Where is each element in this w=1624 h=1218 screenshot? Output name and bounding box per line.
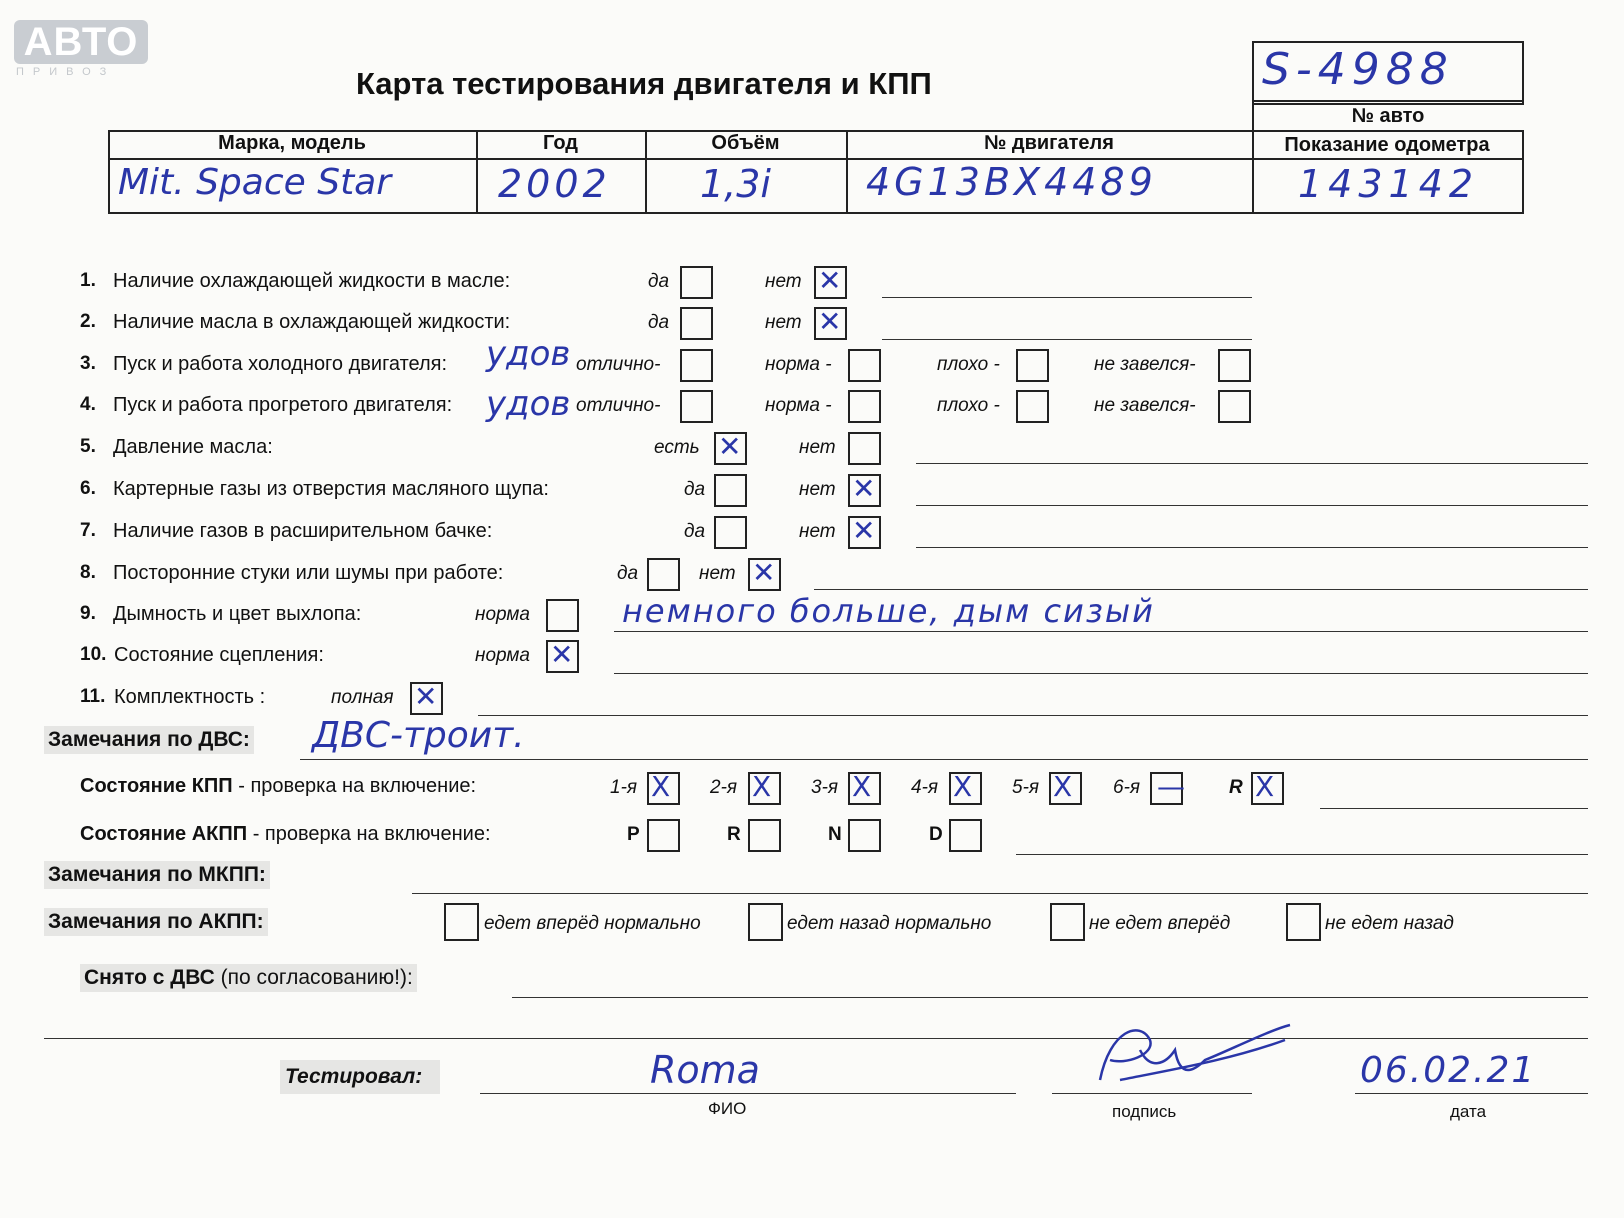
logo-subtitle: ПРИВОЗ xyxy=(16,66,116,78)
kpp-gear-6-checkbox[interactable] xyxy=(1150,772,1183,805)
akpp-note-line xyxy=(1016,854,1588,855)
kpp-gear-2-checkbox[interactable] xyxy=(748,772,781,805)
q7-no-checkbox[interactable] xyxy=(848,516,881,549)
q7-opt-yes: да xyxy=(684,521,706,542)
col-header-engine: № двигателя xyxy=(984,132,1114,154)
akpp-mode-r-checkbox[interactable] xyxy=(748,819,781,852)
q9-note-line xyxy=(614,631,1588,632)
akpp-mode-p-checkbox[interactable] xyxy=(647,819,680,852)
q1-yes-checkbox[interactable] xyxy=(680,266,713,299)
q2-no-checkbox[interactable] xyxy=(814,307,847,340)
kpp-gear-1-checkbox[interactable] xyxy=(647,772,680,805)
col-header-volume: Объём xyxy=(711,132,780,154)
q5-no-checkbox[interactable] xyxy=(848,432,881,465)
dvs-remarks-line xyxy=(300,759,1588,760)
q10-note-line xyxy=(614,673,1588,674)
q3-nostart-checkbox[interactable] xyxy=(1218,349,1251,382)
akpp-no-forward-checkbox[interactable] xyxy=(1050,903,1085,941)
q9-opt-normal: норма xyxy=(475,604,530,625)
dash-mark-icon: — xyxy=(1157,770,1185,803)
q6-note-line xyxy=(916,505,1588,506)
q11-full-checkbox[interactable] xyxy=(410,682,443,715)
q5-note-line xyxy=(916,463,1588,464)
q9-handwritten-note: немного больше, дым сизый xyxy=(622,592,1155,630)
q7-note-line xyxy=(916,547,1588,548)
q8-yes-checkbox[interactable] xyxy=(647,558,680,591)
q5-opt-no: нет xyxy=(799,437,836,458)
q7-yes-checkbox[interactable] xyxy=(714,516,747,549)
q11-note-line xyxy=(478,715,1588,716)
q8-number: 8. xyxy=(80,562,96,583)
akpp-reverse-ok-checkbox[interactable] xyxy=(748,903,783,941)
name-caption: ФИО xyxy=(708,1099,747,1118)
kpp-gear-4-checkbox[interactable] xyxy=(949,772,982,805)
avtoprivoz-logo: АВТО xyxy=(14,20,148,64)
q8-text: Посторонние стуки или шумы при работе: xyxy=(113,562,504,584)
q7-text: Наличие газов в расширительном бачке: xyxy=(113,520,493,542)
q4-normal-checkbox[interactable] xyxy=(848,390,881,423)
q4-handwritten-note: удов xyxy=(486,384,571,424)
akpp-mode-r-label: R xyxy=(727,824,741,845)
akpp-reverse-ok-label: едет назад нормально xyxy=(787,913,992,934)
header-divider xyxy=(108,158,1522,160)
q10-text: Состояние сцепления: xyxy=(114,644,324,666)
q1-number: 1. xyxy=(80,270,96,291)
kpp-gear-3-checkbox[interactable] xyxy=(848,772,881,805)
akpp-mode-d-label: D xyxy=(929,824,943,845)
q6-opt-no: нет xyxy=(799,479,836,500)
akpp-mode-d-checkbox[interactable] xyxy=(949,819,982,852)
q11-opt-full: полная xyxy=(331,687,394,708)
q7-number: 7. xyxy=(80,520,96,541)
kpp-label-rest: - проверка на включение: xyxy=(232,775,477,797)
kpp-gear-r-label: R xyxy=(1229,777,1243,798)
akpp-mode-n-label: N xyxy=(828,824,842,845)
q4-number: 4. xyxy=(80,394,96,415)
kpp-label-bold: Состояние КПП xyxy=(80,775,233,797)
q6-yes-checkbox[interactable] xyxy=(714,474,747,507)
kpp-gear-r-checkbox[interactable] xyxy=(1251,772,1284,805)
kpp-gear-3-label: 3-я xyxy=(811,777,839,798)
check-mark-icon: ✕ xyxy=(852,514,876,547)
col-header-model: Марка, модель xyxy=(218,132,366,154)
check-mark-icon: X xyxy=(1053,770,1073,803)
check-mark-icon: ✕ xyxy=(818,305,842,338)
akpp-forward-ok-checkbox[interactable] xyxy=(444,903,479,941)
check-mark-icon: ✕ xyxy=(752,556,776,589)
check-mark-icon: ✕ xyxy=(818,264,842,297)
q3-text: Пуск и работа холодного двигателя: xyxy=(113,353,448,375)
akpp-forward-ok-label: едет вперёд нормально xyxy=(484,913,701,934)
q4-excellent-checkbox[interactable] xyxy=(680,390,713,423)
q4-opt-bad: плохо - xyxy=(937,395,1000,416)
kpp-gear-5-label: 5-я xyxy=(1012,777,1040,798)
q9-text: Дымность и цвет выхлопа: xyxy=(113,603,362,625)
check-mark-icon: X xyxy=(852,770,872,803)
q3-opt-nostart: не завелся- xyxy=(1094,354,1196,375)
q7-opt-no: нет xyxy=(799,521,836,542)
q5-number: 5. xyxy=(80,436,96,457)
q3-opt-normal: норма - xyxy=(765,354,832,375)
name-line xyxy=(480,1093,1016,1094)
q5-yes-checkbox[interactable] xyxy=(714,432,747,465)
col-header-year: Год xyxy=(543,132,578,154)
q3-normal-checkbox[interactable] xyxy=(848,349,881,382)
value-engine-number: 4G13BX4489 xyxy=(866,160,1157,204)
removed-label-bold: Снято с ДВС xyxy=(84,966,221,989)
q2-yes-checkbox[interactable] xyxy=(680,307,713,340)
test-date: 06.02.21 xyxy=(1360,1050,1537,1091)
tested-label: Тестировал: xyxy=(285,1065,423,1088)
kpp-gear-2-label: 2-я xyxy=(710,777,738,798)
q2-opt-yes: да xyxy=(648,312,670,333)
kpp-gear-5-checkbox[interactable] xyxy=(1049,772,1082,805)
q10-opt-normal: норма xyxy=(475,645,530,666)
akpp-no-reverse-label: не едет назад xyxy=(1325,913,1454,934)
q1-note-line xyxy=(882,297,1252,298)
q3-opt-excellent: отлично- xyxy=(576,354,661,375)
value-odometer: 143142 xyxy=(1298,162,1480,206)
q3-excellent-checkbox[interactable] xyxy=(680,349,713,382)
q8-opt-yes: да xyxy=(617,563,639,584)
q10-normal-checkbox[interactable] xyxy=(546,640,579,673)
q1-opt-yes: да xyxy=(648,271,670,292)
q4-opt-nostart: не завелся- xyxy=(1094,395,1196,416)
q2-opt-no: нет xyxy=(765,312,802,333)
signature-caption: подпись xyxy=(1112,1102,1177,1121)
removed-label-rest: (по согласованию!): xyxy=(220,966,413,989)
akpp-mode-n-checkbox[interactable] xyxy=(848,819,881,852)
q6-opt-yes: да xyxy=(684,479,706,500)
q8-opt-no: нет xyxy=(699,563,736,584)
q6-no-checkbox[interactable] xyxy=(848,474,881,507)
q8-note-line xyxy=(814,589,1588,590)
col-sep xyxy=(1252,100,1522,102)
akpp-label-rest: - проверка на включение: xyxy=(247,823,491,845)
signature-icon xyxy=(1080,1010,1300,1100)
q4-nostart-checkbox[interactable] xyxy=(1218,390,1251,423)
signature-line xyxy=(1052,1093,1252,1094)
q11-number: 11. xyxy=(80,686,106,707)
q4-bad-checkbox[interactable] xyxy=(1016,390,1049,423)
q1-text: Наличие охлаждающей жидкости в масле: xyxy=(113,270,511,292)
check-mark-icon: X xyxy=(651,770,671,803)
q8-no-checkbox[interactable] xyxy=(748,558,781,591)
q2-number: 2. xyxy=(80,311,96,332)
akpp-no-reverse-checkbox[interactable] xyxy=(1286,903,1321,941)
value-model: Mit. Space Star xyxy=(118,162,392,203)
dvs-remarks-label: Замечания по ДВС: xyxy=(44,726,254,754)
removed-line xyxy=(512,997,1588,998)
check-mark-icon: X xyxy=(752,770,772,803)
akpp-label xyxy=(80,823,491,846)
mkpp-remarks-line xyxy=(412,893,1588,894)
q4-text: Пуск и работа прогретого двигателя: xyxy=(113,394,453,416)
col-header-odometer: Показание одометра xyxy=(1284,134,1490,156)
q6-text: Картерные газы из отверстия масляного щупа: xyxy=(113,478,549,500)
q1-no-checkbox[interactable] xyxy=(814,266,847,299)
removed-line-2 xyxy=(44,1038,1588,1039)
kpp-gear-4-label: 4-я xyxy=(911,777,939,798)
q2-note-line xyxy=(882,339,1252,340)
check-mark-icon: ✕ xyxy=(414,680,438,713)
date-line xyxy=(1355,1093,1588,1094)
check-mark-icon: ✕ xyxy=(852,472,876,505)
akpp-mode-p-label: P xyxy=(627,824,640,845)
check-mark-icon: ✕ xyxy=(550,638,574,671)
kpp-gear-1-label: 1-я xyxy=(610,777,638,798)
q1-opt-no: нет xyxy=(765,271,802,292)
value-volume: 1,3i xyxy=(700,162,771,206)
car-number-label: № авто xyxy=(1351,105,1425,127)
kpp-note-line xyxy=(1320,808,1588,809)
mkpp-remarks-label: Замечания по МКПП: xyxy=(44,861,270,889)
kpp-gear-6-label: 6-я xyxy=(1113,777,1141,798)
q4-opt-normal: норма - xyxy=(765,395,832,416)
q9-normal-checkbox[interactable] xyxy=(546,599,579,632)
check-mark-icon: ✕ xyxy=(718,430,742,463)
date-caption: дата xyxy=(1450,1102,1487,1121)
tester-name: Roma xyxy=(650,1048,760,1092)
q5-opt-yes: есть xyxy=(654,437,700,458)
kpp-label xyxy=(80,775,476,798)
q11-text: Комплектность : xyxy=(114,686,266,708)
removed-label xyxy=(80,964,417,992)
car-number-value: S-4988 xyxy=(1262,44,1454,95)
q4-opt-excellent: отлично- xyxy=(576,395,661,416)
akpp-remarks-label: Замечания по АКПП: xyxy=(44,908,268,936)
q9-number: 9. xyxy=(80,603,96,624)
q3-opt-bad: плохо - xyxy=(937,354,1000,375)
akpp-label-bold: Состояние АКПП xyxy=(80,823,248,845)
dvs-remarks-value: ДВС-троит. xyxy=(312,715,525,756)
value-year: 2002 xyxy=(498,162,611,206)
q3-bad-checkbox[interactable] xyxy=(1016,349,1049,382)
check-mark-icon: X xyxy=(953,770,973,803)
check-mark-icon: X xyxy=(1255,770,1275,803)
q3-number: 3. xyxy=(80,353,96,374)
q2-text: Наличие масла в охлаждающей жидкости: xyxy=(113,311,511,333)
q3-handwritten-note: удов xyxy=(486,334,571,374)
q5-text: Давление масла: xyxy=(113,436,273,458)
akpp-no-forward-label: не едет вперёд xyxy=(1089,913,1231,934)
q6-number: 6. xyxy=(80,478,96,499)
page-title: Карта тестирования двигателя и КПП xyxy=(356,66,932,101)
q10-number: 10. xyxy=(80,644,107,665)
